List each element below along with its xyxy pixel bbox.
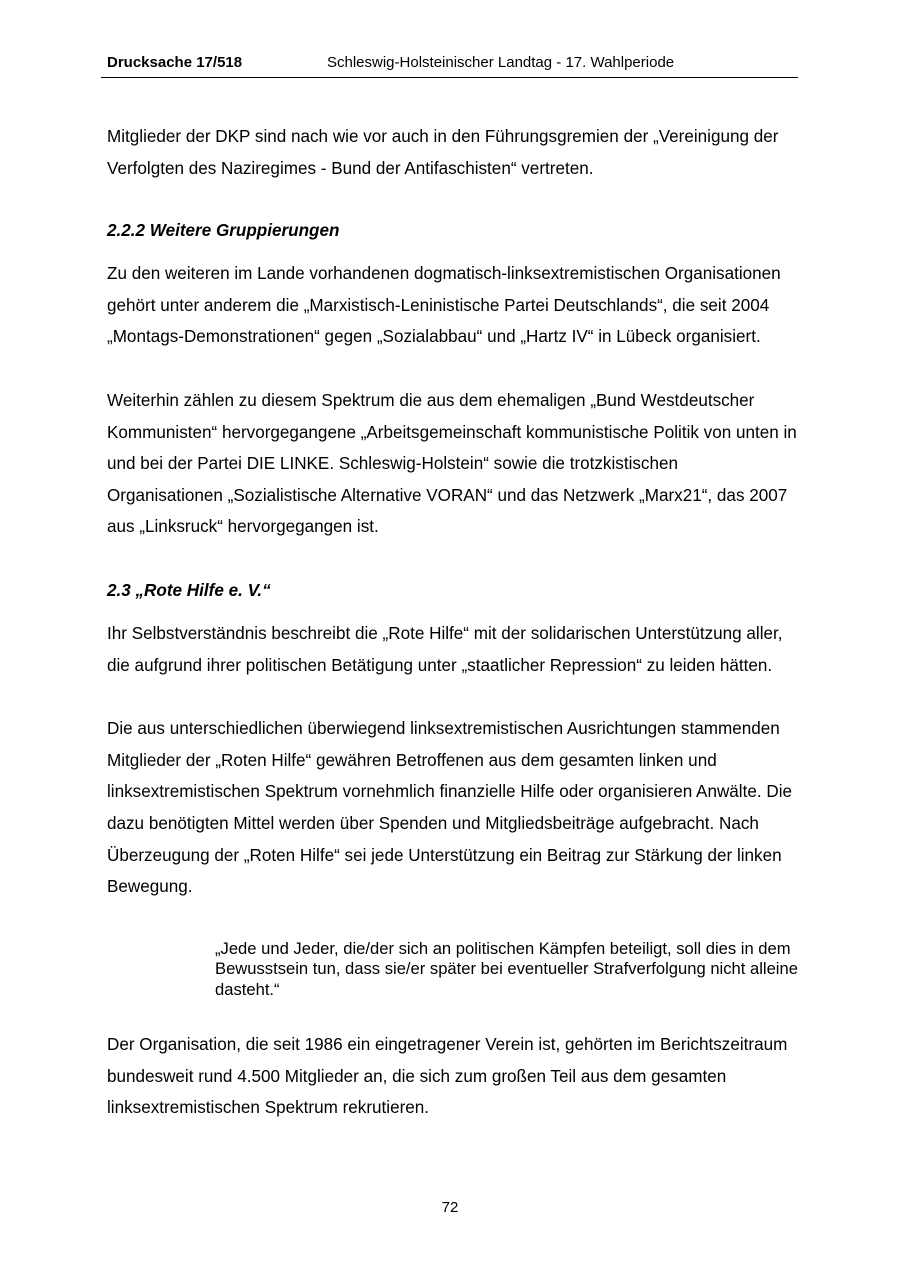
paragraph-mlpd: Zu den weiteren im Lande vorhandenen dogmatisch-linksextremistischen Organisationen gehört unter anderem die „Marxistisch-Leninistische Partei Deutschlands“, die seit 2004 „Montags-Demonstrationen“ gegen „Sozialabbau“ und „Hartz IV“ in Lübeck organisiert. [107,264,781,347]
section-heading-2-3: 2.3 „Rote Hilfe e. V.“ [107,580,271,600]
paragraph-organisation: Der Organisation, die seit 1986 ein eingetragener Verein ist, gehörten im Berichtszeitraum bundesweit rund 4.500 Mitglieder an, die sich zum großen Teil aus dem gesamten linksextremistischen Spektrum rekrutieren. [107,1035,788,1118]
page-content [107,121,797,1124]
page-header [101,52,798,78]
section-heading-2-2-2: 2.2.2 Weitere Gruppierungen [107,221,340,241]
paragraph-selbstverstaendnis: Ihr Selbstverständnis beschreibt die „Rote Hilfe“ mit der solidarischen Unterstützung aller, die aufgrund ihrer politischen Betätigung unter „staatlicher Repression“ zu leiden hätten. [107,623,783,675]
paragraph-mitglieder: Die aus unterschiedlichen überwiegend linksextremistischen Ausrichtungen stammenden Mitglieder der „Roten Hilfe“ gewähren Betroffenen aus dem gesamten linken und linksextremistischen Spektrum vornehmlich finanzielle Hilfe oder organisieren Anwälte. Die dazu benötigten Mittel werden über Spenden und Mitgliedsbeiträge aufgebracht. Nach Überzeugung der „Roten Hilfe“ sei jede Unterstützung ein Beitrag zur Stärkung der linken Bewegung. [107,719,793,897]
document-number: Drucksache 17/518 [107,54,243,71]
intro-paragraph: Mitglieder der DKP sind nach wie vor auch in den Führungsgremien der „Vereinigung der Verfolgten des Naziregimes - Bund der Antifaschisten“ vertreten. [107,127,779,178]
page-number: 72 [441,1199,459,1216]
block-quote: „Jede und Jeder, die/der sich an politischen Kämpfen beteiligt, soll dies in dem Bewusstsein tun, dass sie/er später bei eventueller Strafverfolgung nicht alleine dasteht.“ [215,938,798,1000]
paragraph-spektrum: Weiterhin zählen zu diesem Spektrum die aus dem ehemaligen „Bund Westdeutscher Kommunisten“ hervorgegangene „Arbeitsgemeinschaft kommunistische Politik von unten in und bei der Partei DIE LINKE. Schleswig-Holstein“ sowie die trotzkistischen Organisationen „Sozialistische Alternative VORAN“ und das Netzwerk „Marx21“, das 2007 aus „Linksruck“ hervorgegangen ist. [107,390,797,537]
header-title: Schleswig-Holsteinischer Landtag - 17. Wahlperiode [327,54,675,71]
